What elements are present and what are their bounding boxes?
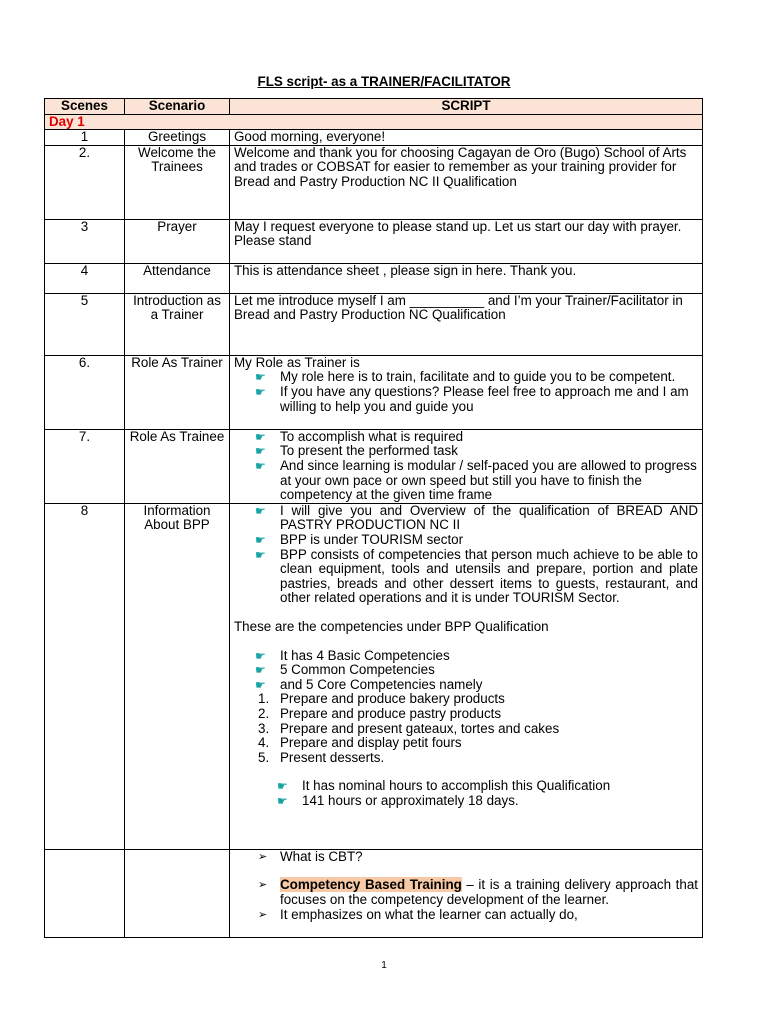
hand-point-icon: ☛ [255, 384, 266, 399]
table-row [45, 429, 703, 503]
scenario-name: Role As Trainee [125, 429, 230, 503]
day-row [45, 114, 703, 130]
scenario-name: Attendance [125, 263, 230, 293]
table-row [45, 503, 703, 849]
list-number: 2. [258, 705, 270, 721]
list-item [234, 908, 698, 923]
script-text: This is attendance sheet , please sign in here. Thank you. [230, 263, 703, 293]
document-title: FLS script- as a TRAINER/FACILITATOR [257, 74, 511, 89]
scene-number: 4 [45, 263, 125, 293]
scene-number: 6. [45, 355, 125, 429]
table-row [45, 293, 703, 355]
list-item [234, 878, 698, 907]
list-item-text: BPP is under TOURISM sector [280, 531, 464, 547]
hand-point-icon: ☛ [255, 429, 266, 444]
list-item [234, 707, 698, 722]
table-row [45, 145, 703, 219]
table-row [45, 219, 703, 263]
scenario-name: Information About BPP [125, 503, 230, 849]
list-item-text: To present the performed task [280, 443, 458, 459]
list-number: 5. [258, 749, 270, 765]
hand-point-icon: ☛ [255, 370, 266, 385]
list-item [234, 663, 698, 678]
header-scenes: Scenes [45, 99, 125, 115]
table-header-row [45, 99, 703, 115]
list-item [234, 850, 698, 865]
hand-point-icon: ☛ [277, 779, 288, 794]
table-row [45, 263, 703, 293]
list-item [234, 794, 698, 809]
core-competency-list [234, 692, 698, 765]
script-text: My Role as Trainer is [234, 354, 360, 370]
header-script: SCRIPT [230, 99, 703, 115]
chevron-right-icon: ➢ [258, 908, 268, 921]
list-item [234, 430, 698, 445]
script-text: Welcome and thank you for choosing Cagayan de Oro (Bugo) School of Arts and trades or COBSAT for easier to remember as your training provider for Bread and Pastry Production NC II Qualification [230, 145, 703, 219]
page-number: 1 [381, 960, 387, 971]
scenario-name [125, 849, 230, 937]
hand-point-icon: ☛ [255, 458, 266, 473]
bullet-list [234, 430, 698, 503]
list-item [234, 736, 698, 751]
cbt-list [234, 850, 698, 922]
scene-number: 1 [45, 130, 125, 146]
header-scenario: Scenario [125, 99, 230, 115]
day-label: Day 1 [45, 114, 703, 130]
competencies-intro: These are the competencies under BPP Qualification [234, 618, 549, 634]
list-item-text: Prepare and produce pastry products [280, 705, 502, 721]
scenario-name: Greetings [125, 130, 230, 146]
hours-bullets [234, 779, 698, 808]
list-item [234, 548, 698, 606]
highlighted-term: Competency Based Training [280, 877, 462, 893]
list-item [234, 370, 698, 385]
table-row [45, 130, 703, 146]
list-item [234, 722, 698, 737]
list-item [234, 504, 698, 533]
list-item [234, 779, 698, 794]
list-item-text: BPP consists of competencies that person much achieve to be able to clean equipment, tools and utensils and prepare, portion and plate pastries, breads and other dessert items to guests, restaurant, and other related operations and it is under TOURISM Sector. [280, 546, 698, 606]
scene-number: 8 [45, 503, 125, 849]
scene-number [45, 849, 125, 937]
list-item-text: It has 4 Basic Competencies [280, 647, 450, 663]
chevron-right-icon: ➢ [258, 879, 268, 892]
script-text: Let me introduce myself I am __________ and I’m your Trainer/Facilitator in Bread and Pastry Production NC Qualification [230, 293, 703, 355]
hand-point-icon: ☛ [255, 663, 266, 678]
script-cell [230, 429, 703, 503]
hand-point-icon: ☛ [255, 648, 266, 663]
hand-point-icon: ☛ [277, 793, 288, 808]
scenario-name: Role As Trainer [125, 355, 230, 429]
list-item-text: My role here is to train, facilitate and to guide you to be competent. [280, 369, 676, 385]
list-spacer [234, 864, 698, 878]
hand-point-icon: ☛ [255, 547, 266, 562]
list-number: 4. [258, 735, 270, 751]
chevron-right-icon: ➢ [258, 850, 268, 863]
list-item-text: Prepare and produce bakery products [280, 691, 505, 707]
list-item [234, 751, 698, 766]
list-item [234, 444, 698, 459]
list-item-text: If you have any questions? Please feel free to approach me and I am willing to help you and guide you [280, 383, 689, 414]
scenario-name: Welcome the Trainees [125, 145, 230, 219]
list-item [234, 678, 698, 693]
list-item-text: It emphasizes on what the learner can actually do, [280, 906, 578, 922]
script-text: May I request everyone to please stand up. Let us start our day with prayer. Please stand [230, 219, 703, 263]
script-text: Good morning, everyone! [230, 130, 703, 146]
hand-point-icon: ☛ [255, 677, 266, 692]
table-row [45, 355, 703, 429]
hand-point-icon: ☛ [255, 532, 266, 547]
list-item-text: 5 Common Competencies [280, 662, 435, 678]
scene-number: 2. [45, 145, 125, 219]
list-item-text: And since learning is modular / self-paced you are allowed to progress at your own pace or own speed but still you have to finish the competency at the given time frame [280, 457, 697, 503]
scenario-name: Prayer [125, 219, 230, 263]
list-item-text: What is CBT? [280, 848, 363, 864]
script-cell [230, 849, 703, 937]
script-cell [230, 355, 703, 429]
scene-number: 5 [45, 293, 125, 355]
bullet-list [234, 504, 698, 606]
list-item [234, 385, 698, 414]
list-item [234, 459, 698, 503]
script-table [44, 98, 703, 938]
list-number: 1. [258, 691, 270, 707]
list-item-text: I will give you and Overview of the qualification of BREAD AND PASTRY PRODUCTION NC II [280, 502, 698, 533]
scenario-name: Introduction as a Trainer [125, 293, 230, 355]
hand-point-icon: ☛ [255, 503, 266, 518]
list-item-text: and 5 Core Competencies namely [280, 676, 483, 692]
list-item [234, 649, 698, 664]
competency-bullets [234, 649, 698, 693]
list-number: 3. [258, 720, 270, 736]
list-item-text: 141 hours or approximately 18 days. [302, 792, 519, 808]
scene-number: 3 [45, 219, 125, 263]
list-item-text: – it is a training delivery approach that focuses on the competency development of the learner. [280, 877, 698, 907]
script-cell [230, 503, 703, 849]
list-item-text: To accomplish what is required [280, 428, 464, 444]
list-item-text: Present desserts. [280, 749, 385, 765]
table-row [45, 849, 703, 937]
bullet-list [234, 370, 698, 414]
scene-number: 7. [45, 429, 125, 503]
list-item [234, 533, 698, 548]
list-item [234, 692, 698, 707]
hand-point-icon: ☛ [255, 444, 266, 459]
list-item-text: Prepare and present gateaux, tortes and cakes [280, 720, 560, 736]
list-item-text: Prepare and display petit fours [280, 735, 462, 751]
list-item-text: It has nominal hours to accomplish this Qualification [302, 778, 611, 794]
